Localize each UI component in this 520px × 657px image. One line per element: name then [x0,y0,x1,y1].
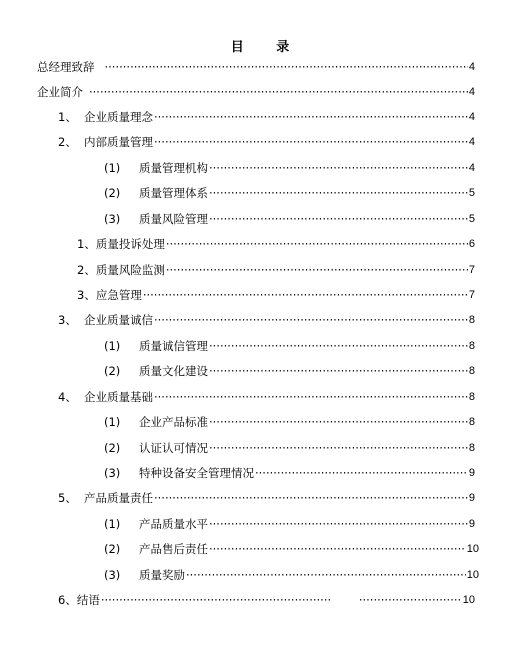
toc-leader-dots [255,465,468,481]
toc-entry-text: 质量奖励 [139,568,185,582]
toc-page-number: 6 [468,238,475,250]
toc-page-number: 9 [468,492,475,504]
toc-entry-number: 3、 [58,313,77,327]
toc-entry-text: 企业质量基础 [84,390,153,404]
toc-entry-product-standards[interactable] [104,414,475,430]
toc-entry-number: (1) [104,339,121,353]
toc-entry-number: (3) [104,568,121,582]
toc-entry-conclusion[interactable] [58,592,475,608]
toc-entry-quality-concept[interactable] [58,109,475,125]
toc-leader-dots [143,287,468,303]
toc-entry-number: 2、 [58,135,77,149]
toc-page-number: 10 [466,543,479,555]
toc-entry-text: 6、结语 [58,593,100,607]
toc-entry-text: 企业质量诚信 [84,313,153,327]
toc-entry-text: 特种设备安全管理情况 [139,466,254,480]
toc-entry-company-profile[interactable] [37,84,475,100]
toc-page-number: 4 [468,136,475,148]
toc-page-number: 10 [462,594,475,606]
toc-leader-dots [209,541,466,557]
toc-page-number: 5 [468,187,475,199]
toc-entry-text: 2、质量风险监测 [77,263,165,277]
toc-entry-text: 1、质量投诉处理 [77,237,165,251]
toc-entry-product-quality-level[interactable] [104,516,475,532]
toc-entry-text: 内部质量管理 [84,135,153,149]
toc-entry-number: (1) [104,517,121,531]
toc-leader-dots [209,338,468,354]
toc-leader-dots [209,185,468,201]
toc-entry-number: (1) [104,415,121,429]
toc-entry-text: 认证认可情况 [139,441,208,455]
toc-entry-quality-management-system[interactable] [104,185,475,201]
toc-leader-dots [209,414,468,430]
toc-page-number: 4 [468,86,475,98]
toc-entry-number: (3) [104,212,121,226]
toc-leader-dots [154,389,468,405]
toc-page-number: 8 [468,442,475,454]
toc-entry-number: (2) [104,364,121,378]
toc-entry-text: 质量管理机构 [139,161,208,175]
toc-leader-dots [359,592,462,608]
toc-entry-quality-awards[interactable] [104,567,479,583]
toc-entry-text: 质量诚信管理 [139,339,208,353]
toc-leader-dots [186,567,466,583]
toc-entry-text: 企业产品标准 [139,415,208,429]
toc-entry-quality-foundation[interactable] [58,389,475,405]
toc-entry-number: 1、 [58,110,77,124]
toc-page-number: 8 [468,365,475,377]
toc-page-number: 5 [468,213,475,225]
toc-entry-quality-risk-monitoring[interactable] [77,262,475,278]
toc-entry-after-sales-responsibility[interactable] [104,541,479,557]
toc-page-number: 8 [468,416,475,428]
toc-entry-emergency-management[interactable] [77,287,475,303]
toc-entry-quality-culture[interactable] [104,363,475,379]
toc-entry-text: 产品质量水平 [139,517,208,531]
toc-leader-dots [209,516,468,532]
toc-entry-number: (2) [104,441,121,455]
toc-entry-certification-status[interactable] [104,440,475,456]
toc-leader-dots [166,262,468,278]
toc-entry-quality-risk-management[interactable] [104,211,475,227]
toc-leader-dots [209,363,468,379]
toc-entry-number: 4、 [58,390,77,404]
toc-entry-text: 企业简介 [37,85,83,99]
toc-entry-number: (2) [104,186,121,200]
toc-leader-dots [166,236,468,252]
toc-leader-dots [154,134,468,150]
toc-entry-quality-management-organization[interactable] [104,160,475,176]
toc-entry-number: (2) [104,542,121,556]
toc-entry-product-quality-responsibility[interactable] [58,490,475,506]
toc-entry-quality-complaint-handling[interactable] [77,236,475,252]
toc-leader-dots [105,59,468,75]
toc-entry-number: 5、 [58,491,77,505]
toc-leader-dots [209,160,468,176]
toc-page-number: 8 [468,314,475,326]
toc-entry-text: 质量文化建设 [139,364,208,378]
toc-page-number: 4 [468,61,475,73]
toc-entry-text: 总经理致辞 [37,60,95,74]
toc-leader-dots [154,490,468,506]
toc-entry-quality-integrity[interactable] [58,312,475,328]
toc-entry-text: 产品售后责任 [139,542,208,556]
toc-entry-text: 质量管理体系 [139,186,208,200]
toc-entry-special-equipment-safety[interactable] [104,465,475,481]
toc-page-number: 8 [468,340,475,352]
toc-page-number: 4 [468,162,475,174]
toc-entry-number: (1) [104,161,121,175]
toc-entry-number: (3) [104,466,121,480]
toc-entry-general-manager-speech[interactable] [37,59,475,75]
toc-leader-dots [209,211,468,227]
toc-entry-text: 企业质量理念 [84,110,153,124]
toc-page-number: 9 [468,518,475,530]
toc-page-number: 10 [466,569,479,581]
toc-entry-text: 产品质量责任 [84,491,153,505]
toc-entry-internal-quality-management[interactable] [58,134,475,150]
toc-entry-text: 质量风险管理 [139,212,208,226]
toc-leader-dots [154,312,468,328]
toc-entry-integrity-management[interactable] [104,338,475,354]
toc-page-number: 7 [468,264,475,276]
toc-page-number: 4 [468,111,475,123]
toc-leader-dots [101,592,331,608]
toc-leader-dots [209,440,468,456]
toc-page-number: 8 [468,391,475,403]
toc-page-number: 9 [468,467,475,479]
toc-leader-dots [89,84,468,100]
toc-entry-text: 3、应急管理 [77,288,142,302]
toc-page-number: 7 [468,289,475,301]
toc-leader-dots [154,109,468,125]
toc-title: 目 录 [230,40,304,55]
